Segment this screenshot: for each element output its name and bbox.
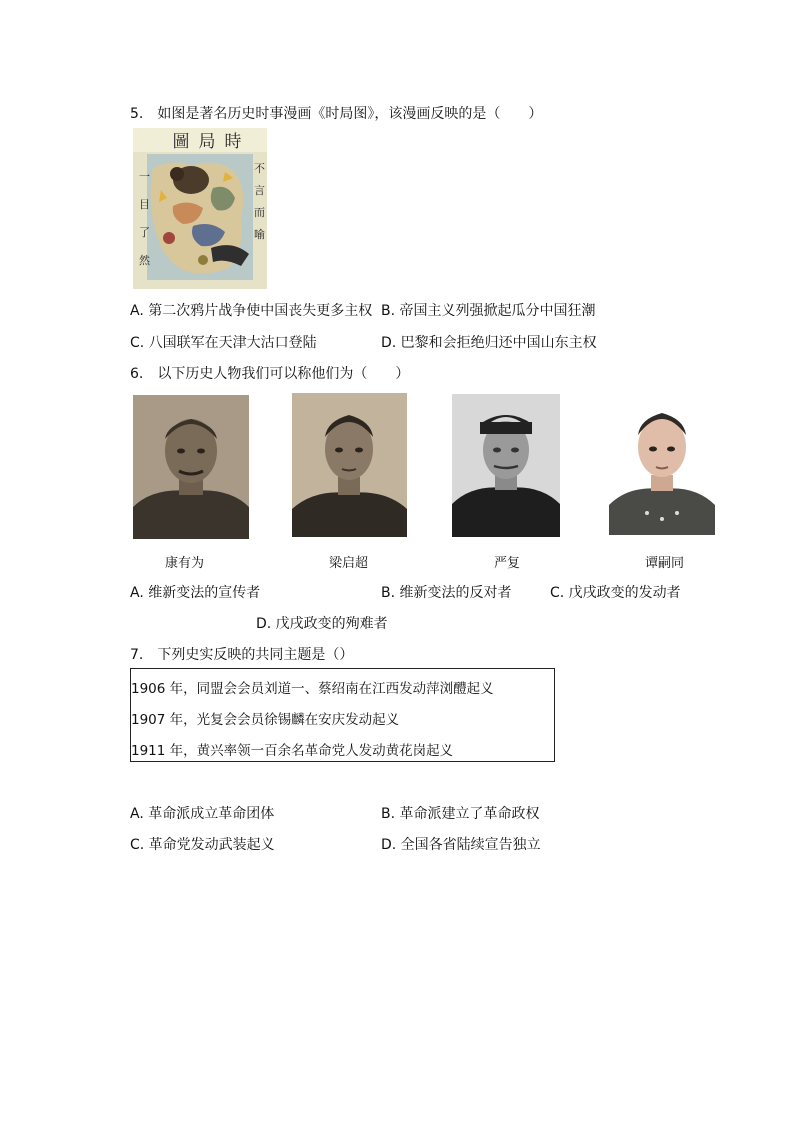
caption-yan-fu: 严复 — [494, 556, 521, 571]
cartoon-left-char-1: 一 — [139, 170, 150, 183]
cartoon-right-char-1: 不 — [254, 162, 265, 175]
q7-option-d[interactable]: D. 全国各省陆续宣告独立 — [381, 837, 541, 853]
q5-option-a[interactable]: A. 第二次鸦片战争使中国丧失更多主权 — [130, 303, 373, 319]
q7-stem: 7. 下列史实反映的共同主题是（） — [130, 647, 354, 663]
cartoon-left-char-2: 目 — [139, 198, 150, 211]
cartoon-left-char-4: 然 — [139, 254, 150, 267]
cartoon-right-char-4: 喻 — [254, 228, 265, 241]
q5-option-b[interactable]: B. 帝国主义列强掀起瓜分中国狂潮 — [381, 303, 596, 319]
portrait-kang-youwei — [133, 395, 249, 539]
q6-option-a[interactable]: A. 维新变法的宣传者 — [130, 585, 261, 601]
q7-facts-box — [130, 668, 555, 762]
q6-stem: 6. 以下历史人物我们可以称他们为（ ） — [130, 366, 410, 382]
q7-option-a[interactable]: A. 革命派成立革命团体 — [130, 806, 275, 822]
caption-kang-youwei: 康有为 — [165, 556, 205, 571]
q6-option-b[interactable]: B. 维新变法的反对者 — [381, 585, 512, 601]
cartoon-title-char-3: 時 — [224, 132, 242, 152]
q7-fact-2: 1907 年，光复会会员徐锡麟在安庆发动起义 — [131, 712, 400, 728]
portrait-tan-sitong — [609, 397, 715, 535]
q5-option-d[interactable]: D. 巴黎和会拒绝归还中国山东主权 — [381, 335, 597, 351]
shiju-tu-cartoon — [133, 128, 267, 289]
cartoon-title-char-1: 圖 — [172, 132, 190, 152]
q5-option-c[interactable]: C. 八国联军在天津大沽口登陆 — [130, 335, 317, 351]
portrait-yan-fu — [452, 394, 560, 537]
caption-liang-qichao: 梁启超 — [329, 556, 369, 571]
q7-option-b[interactable]: B. 革命派建立了革命政权 — [381, 806, 540, 822]
q5-stem: 5. 如图是著名历史时事漫画《时局图》，该漫画反映的是（ ） — [130, 106, 543, 122]
q7-fact-1: 1906 年，同盟会会员刘道一、蔡绍南在江西发动萍浏醴起义 — [131, 681, 494, 697]
q6-option-c[interactable]: C. 戊戌政变的发动者 — [550, 585, 681, 601]
q6-option-d[interactable]: D. 戊戌政变的殉难者 — [256, 616, 388, 632]
caption-tan-sitong: 谭嗣同 — [645, 556, 685, 571]
q7-fact-3: 1911 年，黄兴率领一百余名革命党人发动黄花岗起义 — [131, 743, 454, 759]
portrait-liang-qichao — [292, 393, 407, 537]
cartoon-left-char-3: 了 — [139, 226, 150, 239]
cartoon-title-char-2: 局 — [198, 132, 216, 152]
q7-option-c[interactable]: C. 革命党发动武装起义 — [130, 837, 275, 853]
cartoon-right-char-3: 而 — [254, 206, 265, 219]
cartoon-right-char-2: 言 — [254, 184, 265, 197]
